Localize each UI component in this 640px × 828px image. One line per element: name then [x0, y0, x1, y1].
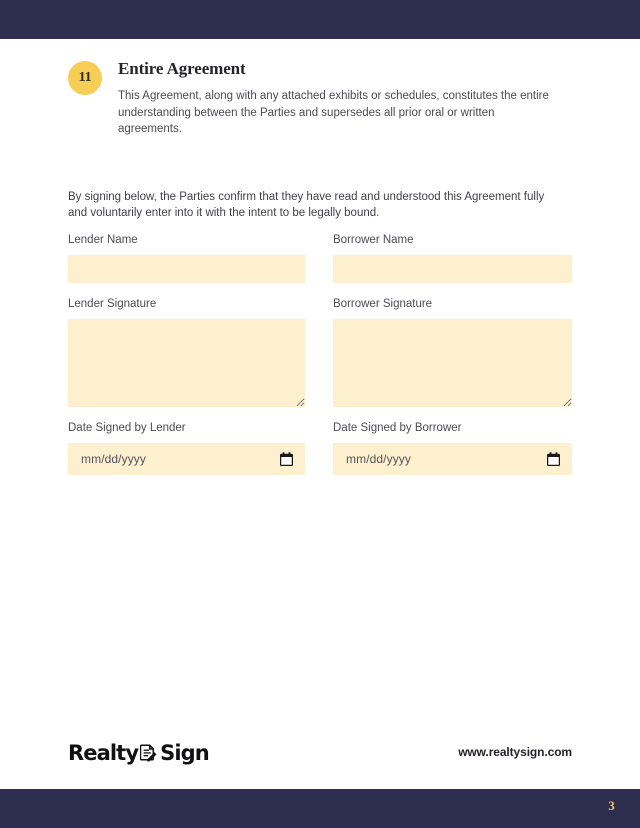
lender-date-input[interactable] [68, 443, 305, 475]
lender-name-label: Lender Name [68, 234, 138, 246]
clause-body-text: This Agreement, along with any attached exhibits or schedules, constitutes the entire understanding between the Parties and supersedes all prior oral or written agreements. [118, 90, 549, 135]
form-spacer [68, 283, 305, 297]
borrower-signature-label: Borrower Signature [333, 298, 433, 310]
borrower-date-placeholder: mm/dd/yyyy [346, 452, 412, 466]
page-number: 3 [608, 798, 615, 813]
borrower-signature-input[interactable] [333, 319, 572, 407]
calendar-icon[interactable] [547, 452, 560, 466]
page-footer [68, 736, 572, 770]
document-sign-icon [140, 744, 159, 765]
field-borrower-signature [333, 297, 572, 407]
borrower-name-label: Borrower Name [333, 234, 414, 246]
field-borrower-date [333, 421, 572, 475]
header-band [0, 0, 640, 39]
logo-text-sign: Sign [160, 741, 209, 765]
borrower-date-input[interactable] [333, 443, 572, 475]
brand-logo [68, 736, 209, 770]
borrower-name-input[interactable] [333, 255, 572, 283]
field-lender-date [68, 421, 305, 475]
lender-name-input[interactable] [68, 255, 305, 283]
clause-title: Entire Agreement [118, 59, 246, 78]
website-url[interactable]: www.realtysign.com [458, 745, 572, 759]
signature-intro-text: By signing below, the Parties confirm that they have read and understood this Agreement fully and voluntarily enter into it with the intent to be legally bound. [68, 190, 545, 219]
form-spacer [333, 283, 572, 297]
clause-number-label: 11 [78, 70, 92, 85]
form-spacer [68, 407, 305, 421]
clause-number-badge [68, 61, 102, 95]
signature-form [68, 233, 572, 475]
lender-date-placeholder: mm/dd/yyyy [81, 452, 147, 466]
lender-date-label: Date Signed by Lender [68, 422, 186, 434]
lender-signature-label: Lender Signature [68, 298, 157, 310]
logo-text-realty: Realty [68, 741, 139, 765]
calendar-icon[interactable] [280, 452, 293, 466]
field-lender-signature [68, 297, 305, 407]
borrower-date-label: Date Signed by Borrower [333, 422, 462, 434]
field-borrower-name [333, 233, 572, 283]
field-lender-name [68, 233, 305, 283]
clause-section [68, 58, 572, 138]
form-spacer [333, 407, 572, 421]
footer-band [0, 789, 640, 828]
lender-signature-input[interactable] [68, 319, 305, 407]
